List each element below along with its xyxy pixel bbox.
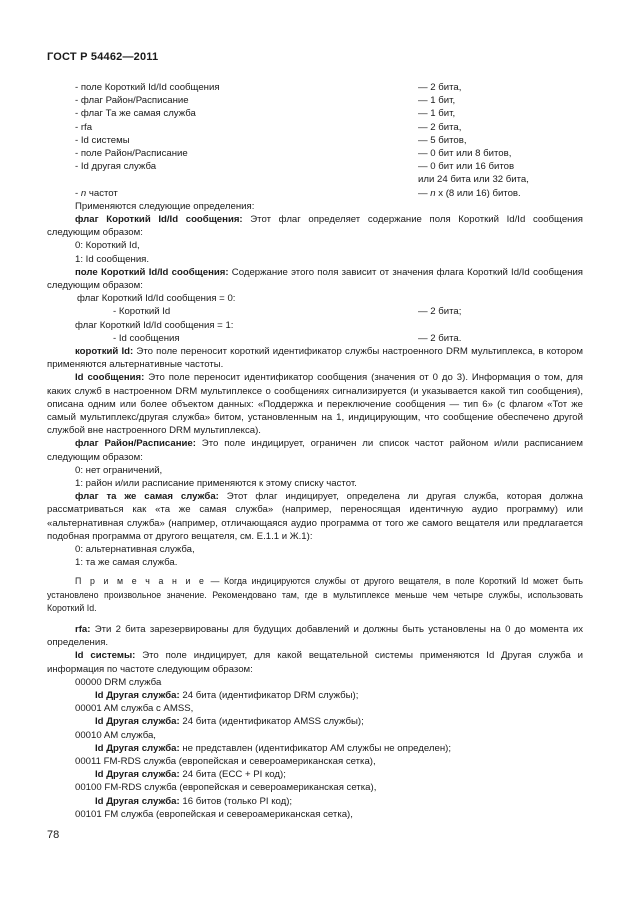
value-line: 0: Короткий Id, [75, 240, 140, 252]
system-list [47, 676, 583, 821]
value-line: 0: альтернативная служба, [75, 543, 195, 555]
definition-flag-short: флаг Короткий Id/Id сообщения: Этот флаг определяет содержание поля Короткий Id/Id сообщения следующим образом: [47, 213, 584, 239]
system-description: Id Другая служба: 24 бита (идентификатор AMSS службы); [95, 716, 364, 728]
case-line: флаг Короткий Id/Id сообщения = 0: [77, 293, 236, 305]
field-row: - флаг Район/Расписание — 1 бит, [75, 95, 456, 107]
value-line: 1: район и/или расписание применяются к этому списку частот. [75, 477, 357, 489]
system-code: 00101 FM служба (европейская и североамериканская сетка), [75, 808, 353, 820]
standard-header: ГОСТ Р 54462—2011 [47, 51, 159, 63]
field-list [47, 81, 583, 200]
definition-field-short: поле Короткий Id/Id сообщения: Содержание этого поля зависит от значения флага Короткий Id/Id сообщения следующим образом: [47, 266, 583, 291]
field-row: - Id другая служба — 0 бит или 16 битов [75, 161, 515, 173]
definition-rfa: rfa: Эти 2 бита зарезервированы для будущих добавлений и должны быть установлены на 0 до момента их определения. [47, 623, 583, 649]
system-description: Id Другая служба: 16 битов (только PI код); [95, 795, 293, 807]
case-item: - Короткий Id — 2 бита; [113, 306, 462, 318]
system-code: 00011 FM-RDS служба (европейская и североамериканская сетка), [75, 755, 376, 767]
definitions-intro: Применяются следующие определения: [75, 200, 255, 212]
case-item: - Id сообщения — 2 бита. [113, 332, 462, 344]
system-code: 00000 DRM служба [75, 676, 162, 688]
field-row: - поле Короткий Id/Id сообщения — 2 бита, [75, 82, 462, 93]
value-line: 1: та же самая служба. [75, 557, 178, 569]
system-code: 00001 AM служба с AMSS, [75, 703, 194, 715]
value-line: 1: Id сообщения. [75, 253, 150, 265]
definition-flag-same: флаг та же самая служба: Этот флаг индицирует, определена ли другая служба, которая должна рассматриваться как «та же самая служба» (например, переносящая идентичную аудио программу) или «альтернативная служба» (например, отличающаяся аудио программа от того же самого вещателя или предлагается подобная программа от другого вещателя, см. Е.1.1 и Ж.1): [47, 491, 583, 542]
case-line: флаг Короткий Id/Id сообщения = 1: [75, 319, 234, 331]
system-description: Id Другая служба: 24 бита (ECC + PI код); [95, 769, 286, 781]
system-description: Id Другая служба: 24 бита (идентификатор DRM службы); [95, 689, 359, 701]
field-row: - rfa — 2 бита, [75, 121, 462, 133]
note: П р и м е ч а н и е — Когда индицируются службы от другого вещателя, в поле Короткий Id может быть установлено произвольное значение. Рекомендовано там, где в мультиплексе меньше чем четыре службы, использовать Короткий Id. [47, 576, 583, 613]
page-body [47, 81, 583, 821]
system-code: 00010 AM служба, [75, 729, 156, 741]
definition-short-id: короткий Id: Это поле переносит короткий идентификатор службы настроенного DRM мультиплекса, в котором применяются альтернативные частоты. [47, 345, 583, 371]
definition-message-id: Id сообщения: Это поле переносит идентификатор сообщения (значения от 0 до 3). Информация о том, для каких служб в настроенном DRM мультиплексе о сообщениях сигнализируется (и указывается какой тип сообщения), описана одним или более объектом данных: «Поддержка и переключение сообщения — тип 6» (с флагом «Тот же самый мультиплекс/другая служба» битом, установленным на 1, индицирующим, что сообщение обеспечено другой службой вне настроенного DRM мультиплекса). [47, 372, 583, 437]
system-description: Id Другая служба: не представлен (идентификатор AM службы не определен); [95, 742, 452, 754]
system-code: 00100 FM-RDS служба (европейская и североамериканская сетка), [75, 782, 377, 794]
field-row: - Id системы — 5 битов, [75, 134, 467, 146]
field-row: или 24 бита или 32 бита, [418, 174, 529, 186]
definition-flag-region: флаг Район/Расписание: Это поле индицирует, ограничен ли список частот районом и/или расписанием следующим образом: [47, 438, 583, 463]
field-row: - флаг Та же самая служба — 1 бит, [75, 108, 456, 120]
field-row: - поле Район/Расписание — 0 бит или 8 битов, [75, 147, 512, 159]
definition-system-id: Id системы: Это поле индицирует, для какой вещательной системы применяются Id Другая служба и информация по частоте следующим образом: [47, 650, 583, 675]
field-row-frequencies: - n частот — n x (8 или 16) битов. [75, 187, 521, 199]
page-number: 78 [47, 829, 60, 841]
value-line: 0: нет ограничений, [75, 464, 163, 476]
